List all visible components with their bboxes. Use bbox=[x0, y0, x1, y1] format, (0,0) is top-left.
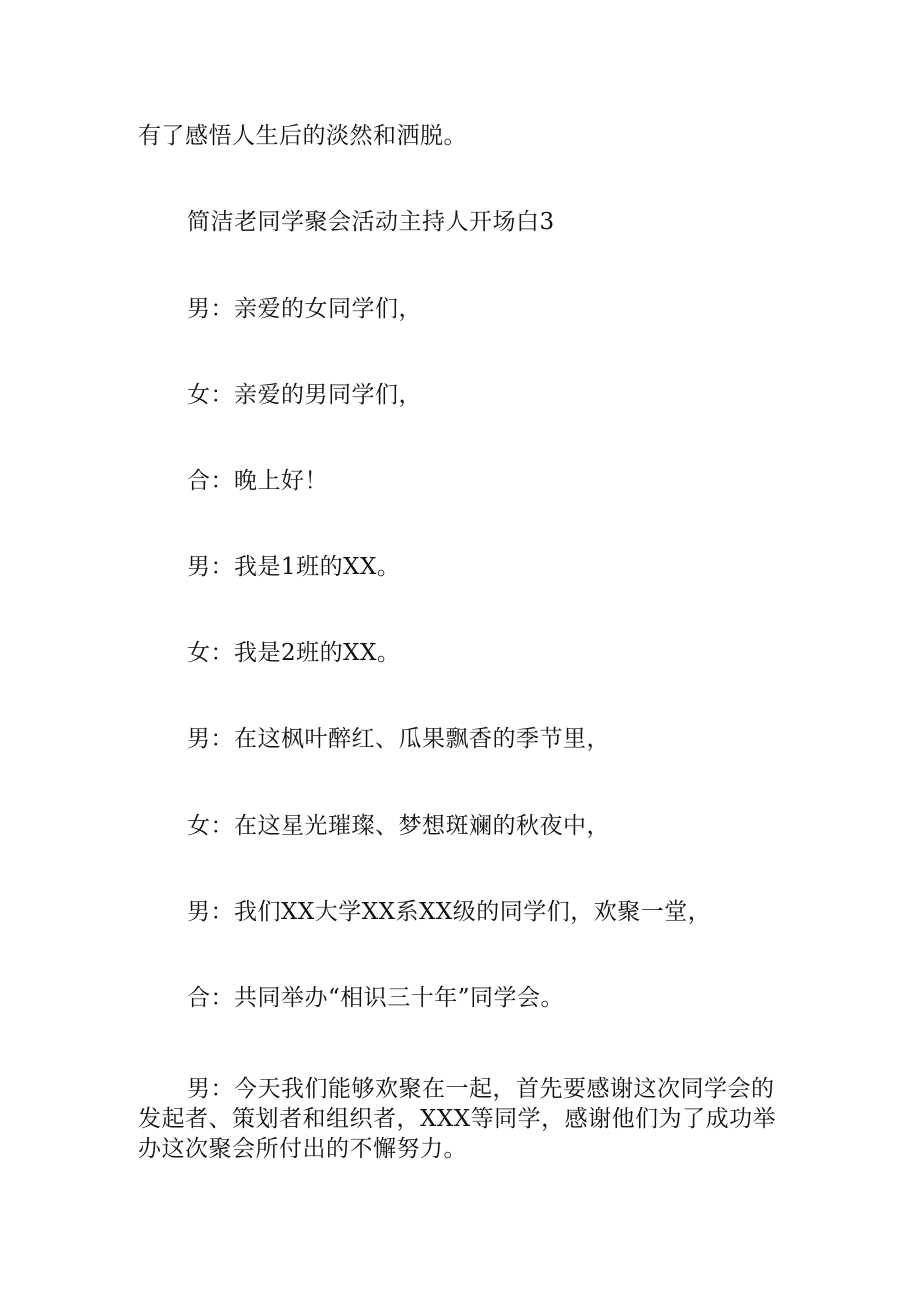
dialogue-line: 合：共同举办“相识三十年”同学会。 bbox=[187, 985, 565, 1011]
dialogue-line: 女：在这星光璀璨、梦想斑斓的秋夜中， bbox=[187, 813, 610, 839]
section-heading: 简洁老同学聚会活动主持人开场白3 bbox=[187, 209, 555, 235]
dialogue-line: 男：我们XX大学XX系XX级的同学们，欢聚一堂， bbox=[187, 899, 712, 925]
text-line-continuation: 有了感悟人生后的淡然和洒脱。 bbox=[138, 123, 467, 149]
dialogue-line: 男：我是1班的XX。 bbox=[187, 554, 401, 580]
final-paragraph bbox=[138, 1074, 778, 1164]
dialogue-line: 男：在这枫叶醉红、瓜果飘香的季节里， bbox=[187, 726, 610, 752]
dialogue-line: 女：亲爱的男同学们， bbox=[187, 382, 422, 408]
paragraph-line: 办这次聚会所付出的不懈努力。 bbox=[138, 1136, 467, 1162]
dialogue-line: 合：晚上好！ bbox=[187, 468, 328, 494]
dialogue-line: 男：亲爱的女同学们， bbox=[187, 296, 422, 322]
paragraph-line: 男：今天我们能够欢聚在一起，首先要感谢这次同学会的 bbox=[187, 1076, 775, 1102]
paragraph-line: 发起者、策划者和组织者，XXX等同学，感谢他们为了成功举 bbox=[138, 1106, 777, 1132]
dialogue-line: 女：我是2班的XX。 bbox=[187, 640, 401, 666]
